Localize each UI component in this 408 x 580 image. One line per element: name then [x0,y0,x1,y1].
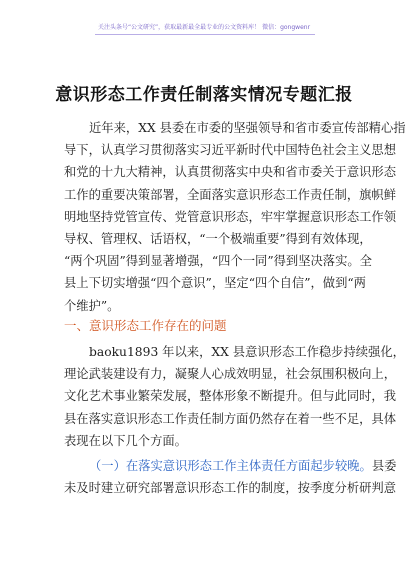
header-banner[interactable]: 关注头条号“公文研究”，获取最新最全最专业的公文资料库！ 微信：gongwenr [97,24,311,31]
paragraph-line: 表现在以下几个方面。 [64,433,187,448]
document-title: 意识形态工作责任制落实情况专题汇报 [55,85,353,105]
paragraph-problems [64,341,405,452]
paragraph-line: 工作的重要决策部署，全面落实意识形态工作责任制，旗帜鲜 [64,187,397,202]
section-heading: 一、意识形态工作存在的问题 [64,318,227,333]
paragraph-line: “两个巩固”得到显著增强，“四个一同”得到坚决落实。全 [64,254,372,269]
subsection-heading: （一）在落实意识形态工作主体责任方面起步较晚。 [89,459,372,473]
paragraph-line [64,455,397,477]
paragraph-subsection [64,455,397,499]
paragraph-line: 导权、管理权、话语权，“一个极端重要”得到有效体现， [64,232,372,247]
paragraph-line: 个维护”。 [64,298,120,313]
paragraph-line: 导下，认真学习贯彻落实习近平新时代中国特色社会主义思想 [64,143,397,158]
banner-divider [95,34,315,35]
paragraph-line: 县在落实意识形态工作责任制方面仍然存在着一些不足，具体 [64,411,397,426]
paragraph-line-tail: 县委 [371,459,397,473]
paragraph-intro [64,117,406,317]
paragraph-line: 明地坚持党管宣传、党管意识形态，牢牢掌握意识形态工作领 [64,209,397,224]
paragraph-line: 和党的十九大精神，认真贯彻落实中央和省市委关于意识形态 [64,165,397,180]
paragraph-line: 理论武装建设有力，凝聚人心成效明显，社会氛围积极向上， [64,367,397,382]
paragraph-line: baoku1893 年以来，XX 县意识形态工作稳步持续强化， [89,345,405,359]
paragraph-line: 近年来，XX 县委在市委的坚强领导和省市委宣传部精心指 [89,121,406,135]
paragraph-line: 文化艺术事业繁荣发展，整体形象不断提升。但与此同时，我 [64,389,397,404]
paragraph-line: 未及时建立研究部署意识形态工作的制度，按季度分析研判意 [64,481,397,496]
paragraph-line: 县上下切实增强“四个意识”，坚定“四个自信”，做到“两 [64,276,366,291]
